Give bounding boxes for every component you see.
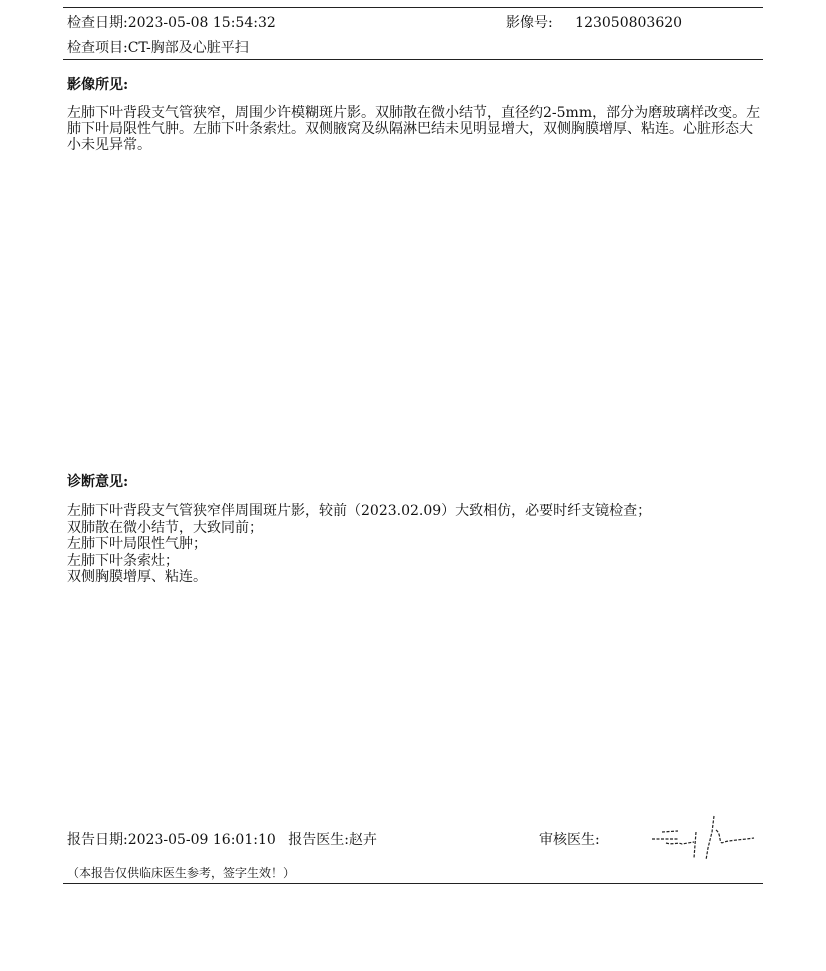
- exam-date-label: 检查日期:: [67, 15, 128, 31]
- header-divider: [63, 59, 763, 60]
- footer-divider: [63, 883, 763, 884]
- top-divider: [63, 7, 763, 8]
- image-no-label: 影像号:: [506, 15, 553, 31]
- diagnosis-list: [67, 503, 762, 586]
- diagnosis-line: 左肺下叶背段支气管狭窄伴周围斑片影，较前（2023.02.09）大致相仿，必要时纤支镜检查；: [67, 503, 652, 519]
- doctor-label: 报告医生:: [288, 832, 349, 848]
- exam-item: [67, 37, 249, 57]
- report-date-value: 2023-05-09 16:01:10: [127, 832, 276, 848]
- diagnosis-line: 双侧胸膜增厚、粘连。: [67, 569, 207, 585]
- reviewer-signature: [648, 812, 760, 862]
- exam-item-label: 检查项目:: [67, 40, 128, 56]
- image-number: [506, 12, 682, 32]
- report-date: [67, 829, 377, 849]
- image-no-value: 123050803620: [575, 15, 683, 31]
- exam-date-value: 2023-05-08 15:54:32: [127, 15, 276, 31]
- doctor-name: 赵卉: [348, 832, 377, 848]
- report-date-label: 报告日期:: [67, 832, 128, 848]
- disclaimer-note: （本报告仅供临床医生参考，签字生效！）: [67, 866, 296, 880]
- findings-text: 左肺下叶背段支气管狭窄，周围少许模糊斑片影。双肺散在微小结节，直径约2-5mm，部分为磨玻璃样改变。左肺下叶局限性气肿。左肺下叶条索灶。双侧腋窝及纵隔淋巴结未见明显增大，双侧胸膜增厚、粘连。心脏形态大小未见异常。: [67, 105, 761, 153]
- reviewer-label: 审核医生:: [539, 832, 600, 848]
- findings-title: 影像所见:: [67, 77, 129, 93]
- diagnosis-line: 左肺下叶条索灶；: [67, 552, 179, 569]
- diagnosis-line: 左肺下叶局限性气肿；: [67, 536, 207, 552]
- diagnosis-line: 双肺散在微小结节，大致同前；: [67, 519, 263, 536]
- diagnosis-title: 诊断意见:: [67, 474, 129, 490]
- exam-item-value: CT-胸部及心脏平扫: [127, 40, 249, 56]
- exam-date: [67, 12, 276, 32]
